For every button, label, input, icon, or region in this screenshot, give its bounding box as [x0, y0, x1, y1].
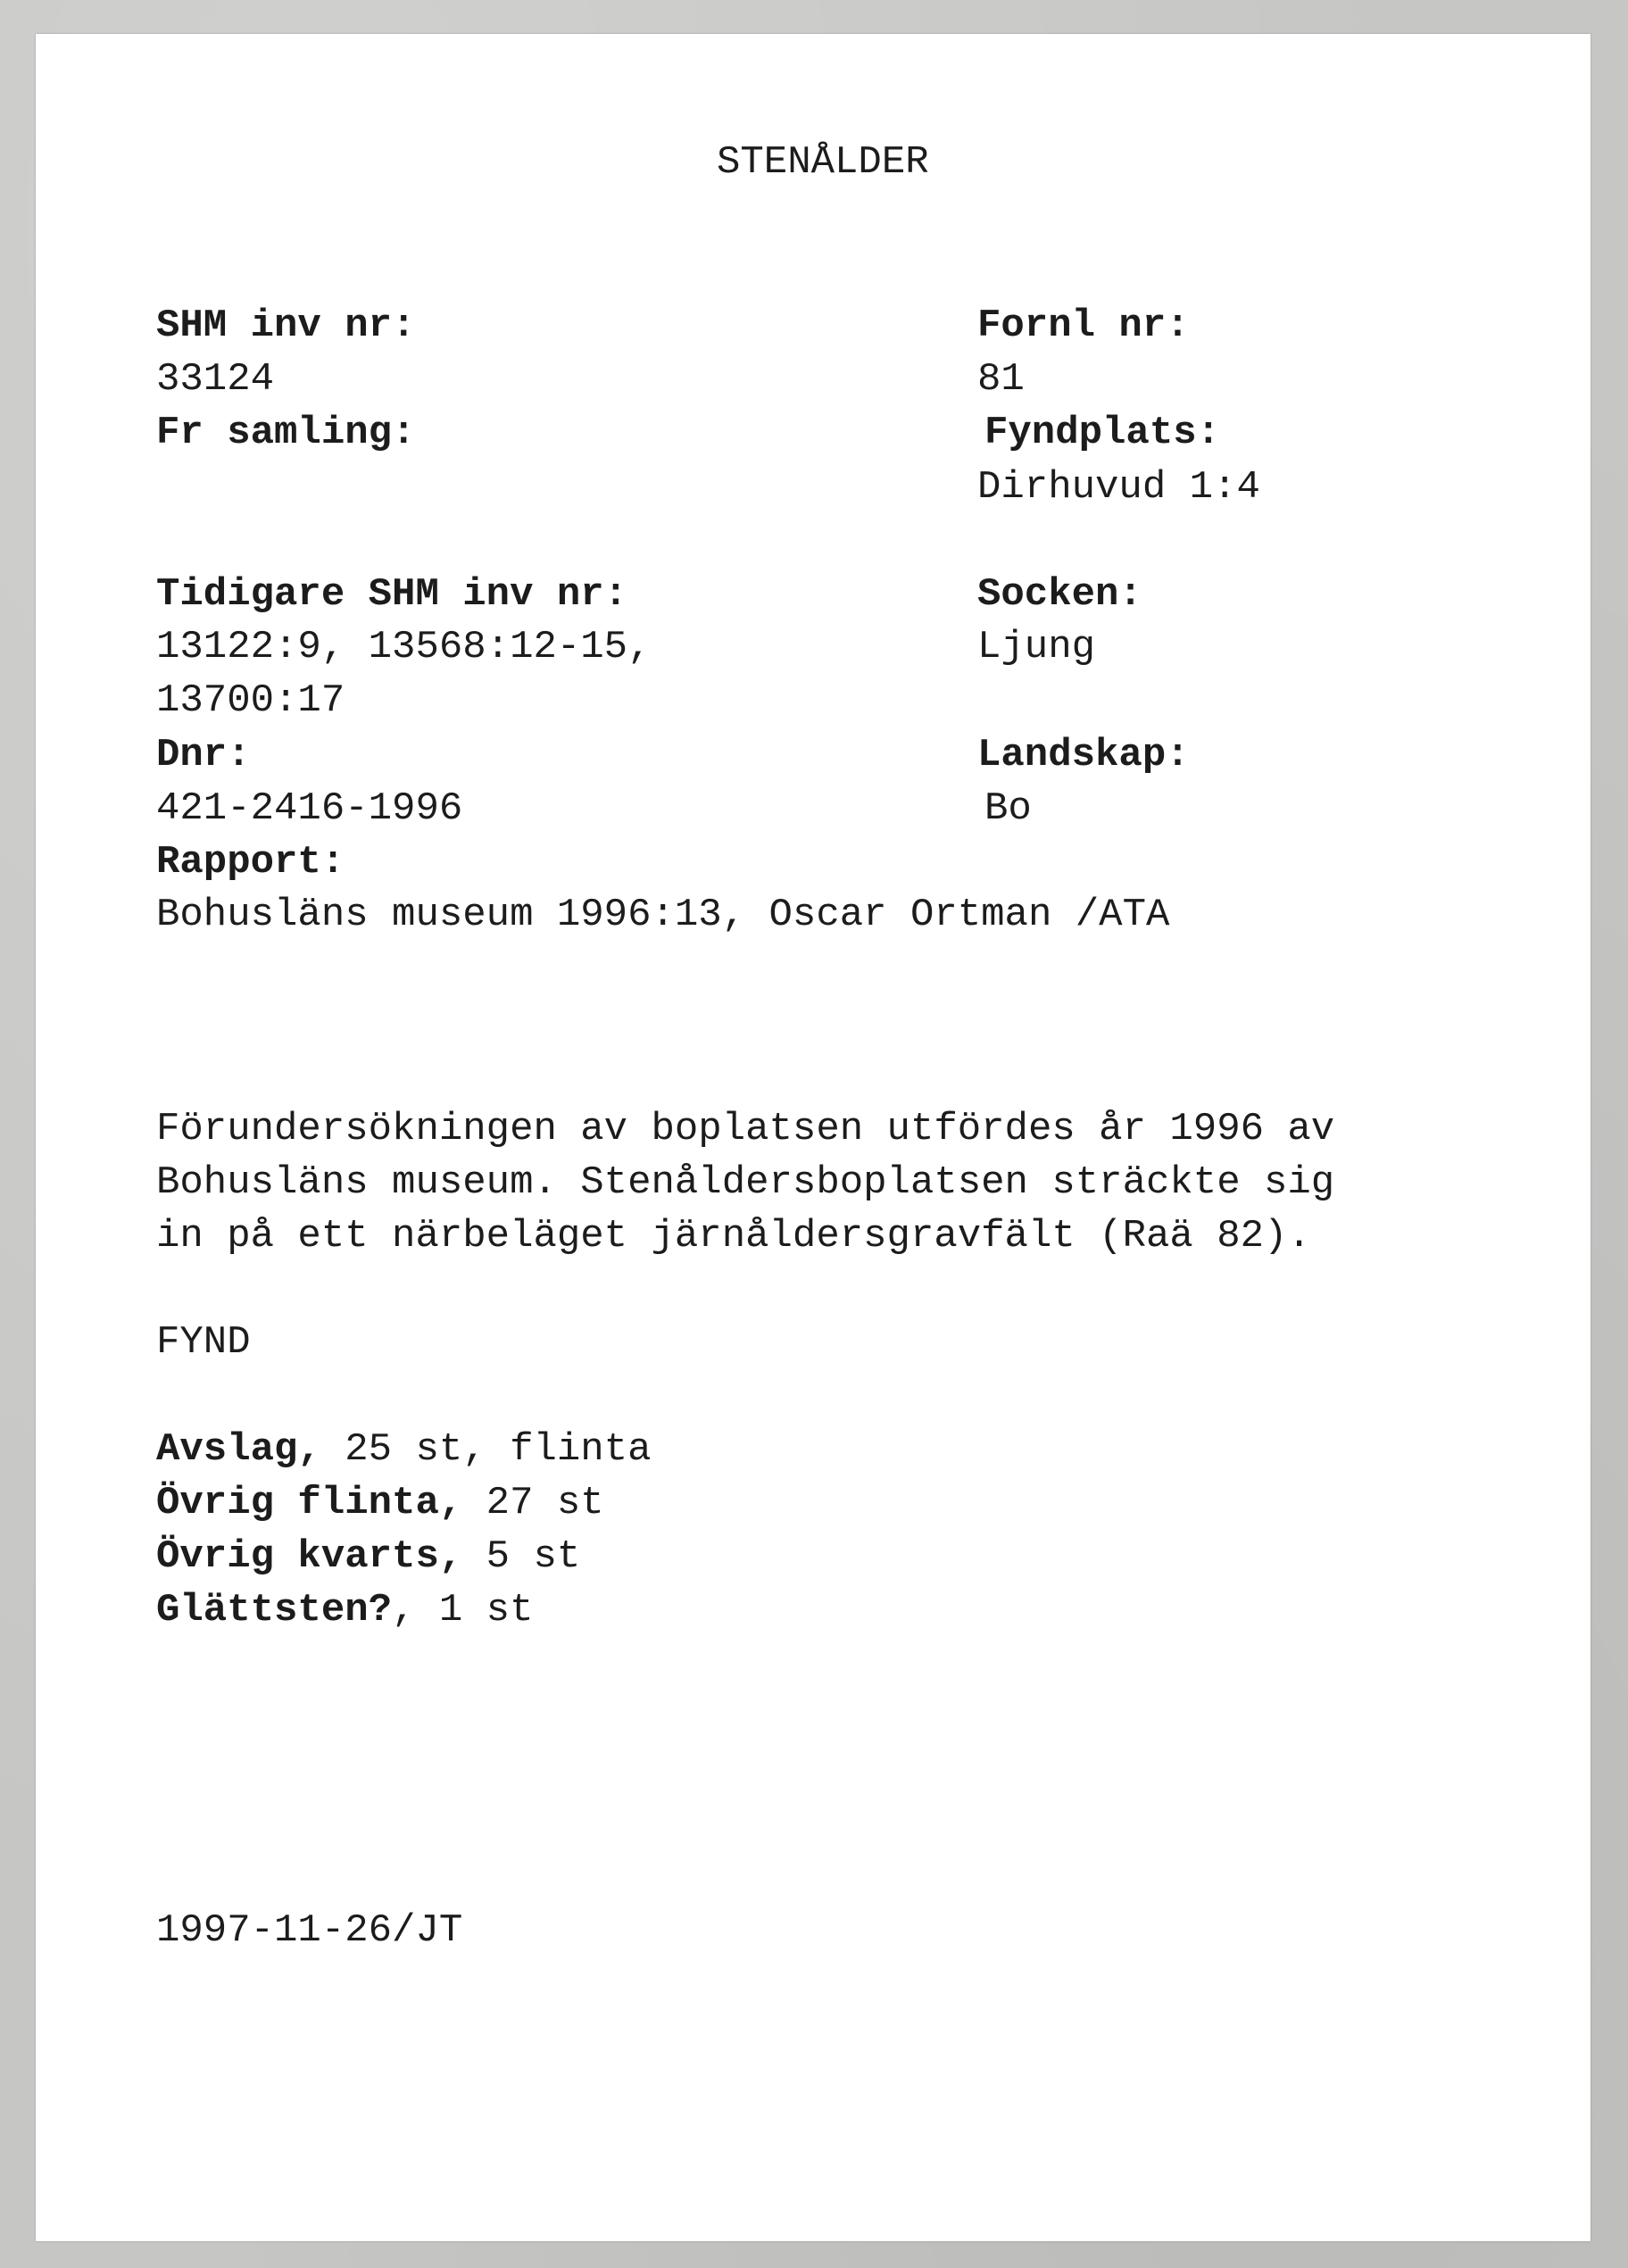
description-line-1: Förundersökningen av boplatsen utfördes år 1996 av: [156, 1107, 1335, 1151]
fynd-item-detail: 25 st, flinta: [320, 1427, 652, 1472]
dnr-label: Dnr:: [156, 733, 251, 777]
landskap-value: Bo: [984, 786, 1032, 831]
landskap-label: Landskap:: [977, 733, 1190, 777]
shm-inv-label: SHM inv nr:: [156, 303, 416, 348]
rapport-value: Bohusläns museum 1996:13, Oscar Ortman /ATA: [156, 893, 1170, 937]
fynd-item-detail: 27 st: [462, 1481, 604, 1525]
socken-label: Socken:: [977, 572, 1142, 617]
fynd-item: [156, 1585, 533, 1635]
fynd-item-name: Avslag,: [156, 1427, 321, 1472]
fynd-heading: FYND: [156, 1320, 251, 1365]
signature-date: 1997-11-26/JT: [156, 1908, 463, 1953]
fynd-item-detail: , 1 st: [392, 1588, 534, 1632]
socken-value: Ljung: [977, 625, 1096, 669]
tidigare-shm-inv-value-1: 13122:9, 13568:12-15,: [156, 625, 652, 669]
fynd-item-name: Övrig flinta,: [156, 1481, 463, 1525]
fynd-item: [156, 1532, 580, 1582]
tidigare-shm-inv-label: Tidigare SHM inv nr:: [156, 572, 628, 617]
tidigare-shm-inv-value-2: 13700:17: [156, 678, 345, 723]
fyndplats-value: Dirhuvud 1:4: [977, 465, 1260, 510]
fyndplats-label: Fyndplats:: [984, 411, 1221, 455]
fornl-nr-label: Fornl nr:: [977, 303, 1190, 348]
fr-samling-label: Fr samling:: [156, 411, 416, 455]
fynd-item-detail: 5 st: [462, 1534, 581, 1579]
dnr-value: 421-2416-1996: [156, 786, 463, 831]
description-line-3: in på ett närbeläget järnåldersgravfält (Raä 82).: [156, 1214, 1311, 1259]
fynd-item-name: Glättsten?: [156, 1588, 393, 1632]
description-line-2: Bohusläns museum. Stenåldersboplatsen sträckte sig: [156, 1160, 1335, 1205]
shm-inv-value: 33124: [156, 357, 275, 402]
fynd-item: [156, 1425, 652, 1475]
page-title: STENÅLDER: [717, 140, 929, 185]
rapport-label: Rapport:: [156, 840, 345, 885]
fynd-item: [156, 1478, 604, 1528]
fornl-nr-value: 81: [977, 357, 1025, 402]
fynd-item-name: Övrig kvarts,: [156, 1534, 463, 1579]
